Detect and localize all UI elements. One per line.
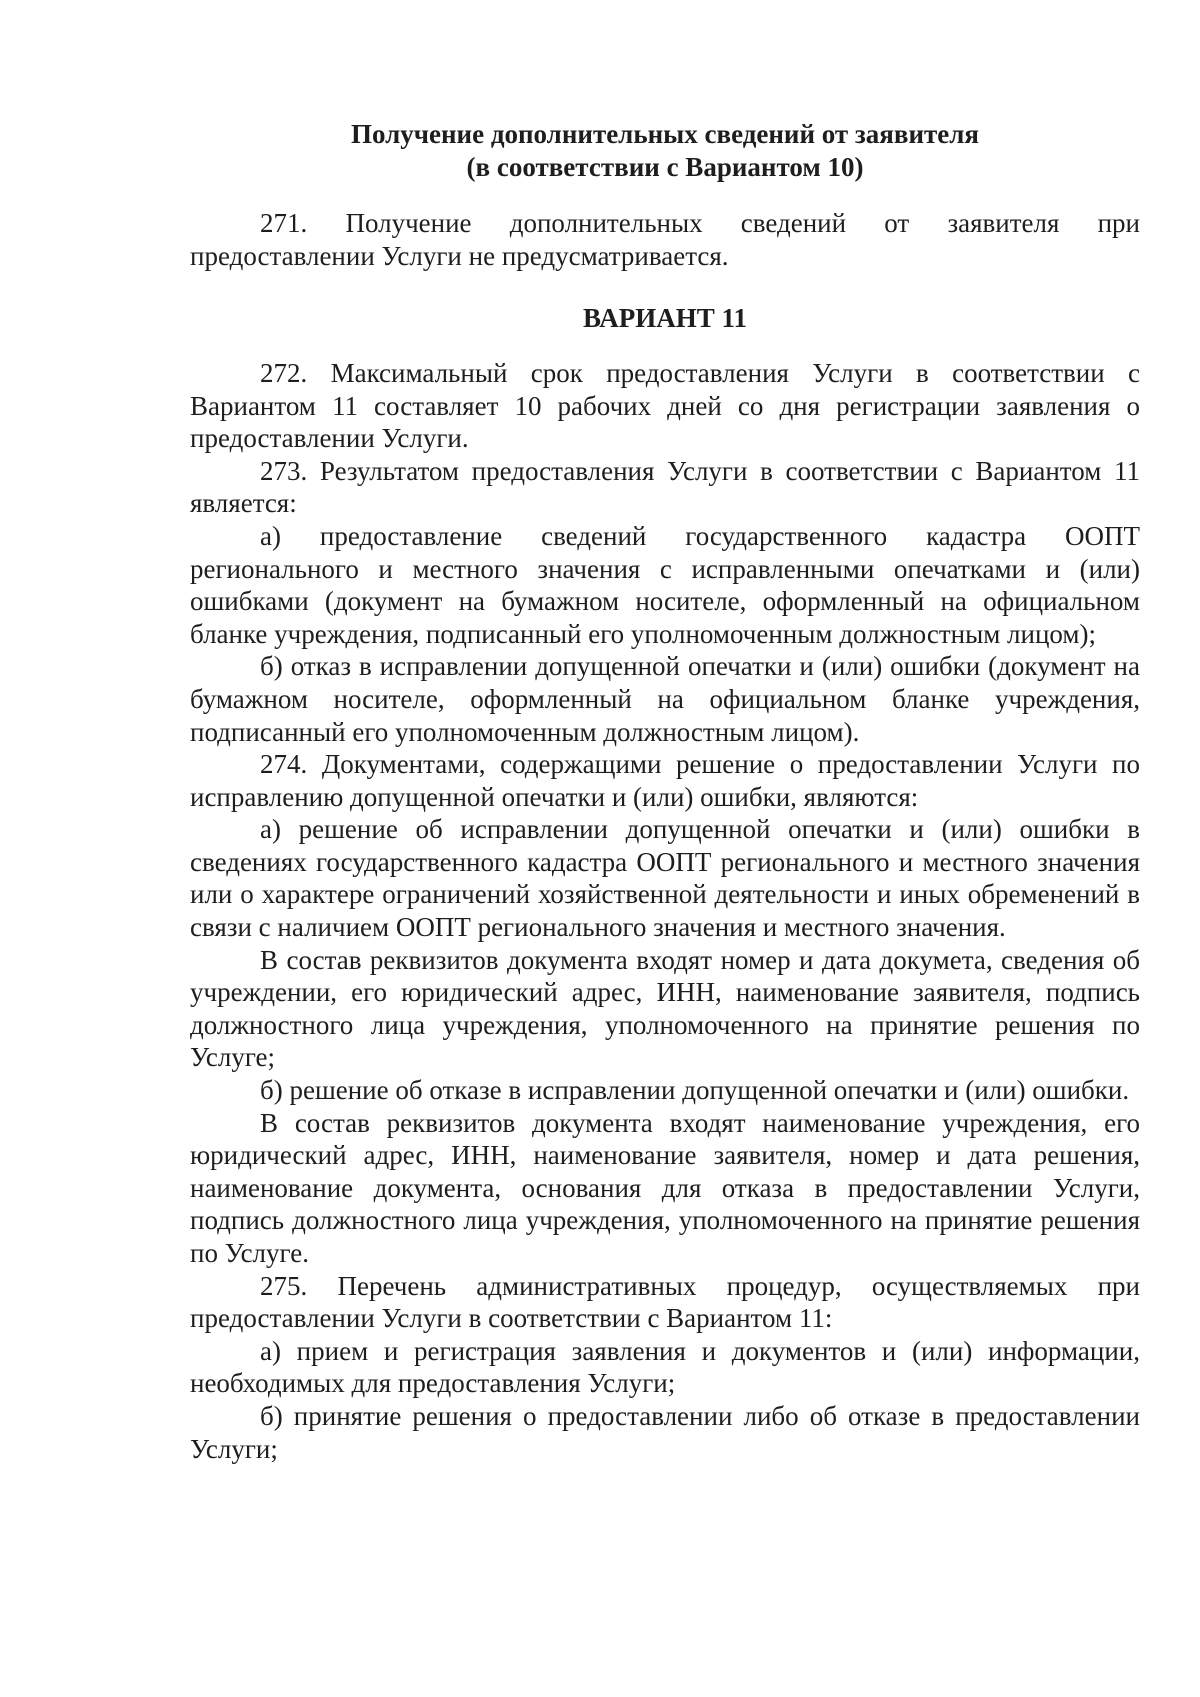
paragraph-271: 271. Получение дополнительных сведений от заявителя при предоставлении Услуги не предусматривается.	[190, 208, 1140, 271]
paragraph-273: 273. Результатом предоставления Услуги в соответствии с Вариантом 11 является:	[190, 455, 1140, 519]
paragraph-274-b-requisites: В состав реквизитов документа входят наименование учреждения, его юридический адрес, ИНН, наименование заявителя, номер и дата решения, наименование документа, основания для отказа в предоставлении Услуги, подпись должностного лица учреждения, уполномоченного на принятие решения по Услуге.	[190, 1107, 1140, 1268]
paragraph-275: 275. Перечень административных процедур, осуществляемых при предоставлении Услуги в соответствии с Вариантом 11:	[190, 1270, 1140, 1334]
paragraph-273-b: б) отказ в исправлении допущенной опечатки и (или) ошибки (документ на бумажном носителе, оформленный на официальном бланке учреждения, подписанный его уполномоченным должностным лицом).	[190, 651, 1140, 747]
variant-title: ВАРИАНТ 11	[582, 303, 748, 334]
paragraph-274-b: б) решение об отказе в исправлении допущенной опечатки и (или) ошибки.	[260, 1075, 1130, 1106]
paragraph-273-a: а) предоставление сведений государственного кадастра ООПТ регионального и местного значения с исправленными опечатками и (или) ошибками (документ на бумажном носителе, оформленный на официальном бланке учреждения, подписанный его уполномоченным должностным лицом);	[190, 520, 1140, 649]
paragraph-274: 274. Документами, содержащими решение о предоставлении Услуги по исправлению допущенной опечатки и (или) ошибки, являются:	[190, 749, 1140, 812]
document-body	[190, 118, 1140, 1465]
section-heading	[190, 118, 1140, 183]
paragraph-274-a: а) решение об исправлении допущенной опечатки и (или) ошибки в сведениях государственного кадастра ООПТ регионального и местного значения или о характере ограничений хозяйственной деятельности и иных обременений в связи с наличием ООПТ регионального значения и местного значения.	[190, 814, 1140, 943]
paragraph-275-b: б) принятие решения о предоставлении либо об отказе в предоставлении Услуги;	[190, 1400, 1140, 1464]
paragraph-274-a-requisites: В состав реквизитов документа входят номер и дата докумета, сведения об учреждении, его юридический адрес, ИНН, наименование заявителя, подпись должностного лица учреждения, уполномоченного на принятие решения по Услуге;	[190, 944, 1140, 1073]
section-heading-line-2: (в соответствии с Вариантом 10)	[466, 151, 864, 182]
section-heading-line-1: Получение дополнительных сведений от заявителя	[350, 119, 980, 149]
paragraph-272: 272. Максимальный срок предоставления Услуги в соответствии с Вариантом 11 составляет 10 рабочих дней со дня регистрации заявления о предоставлении Услуги.	[190, 357, 1140, 454]
paragraph-275-a: а) прием и регистрация заявления и документов и (или) информации, необходимых для предоставления Услуги;	[190, 1335, 1140, 1399]
